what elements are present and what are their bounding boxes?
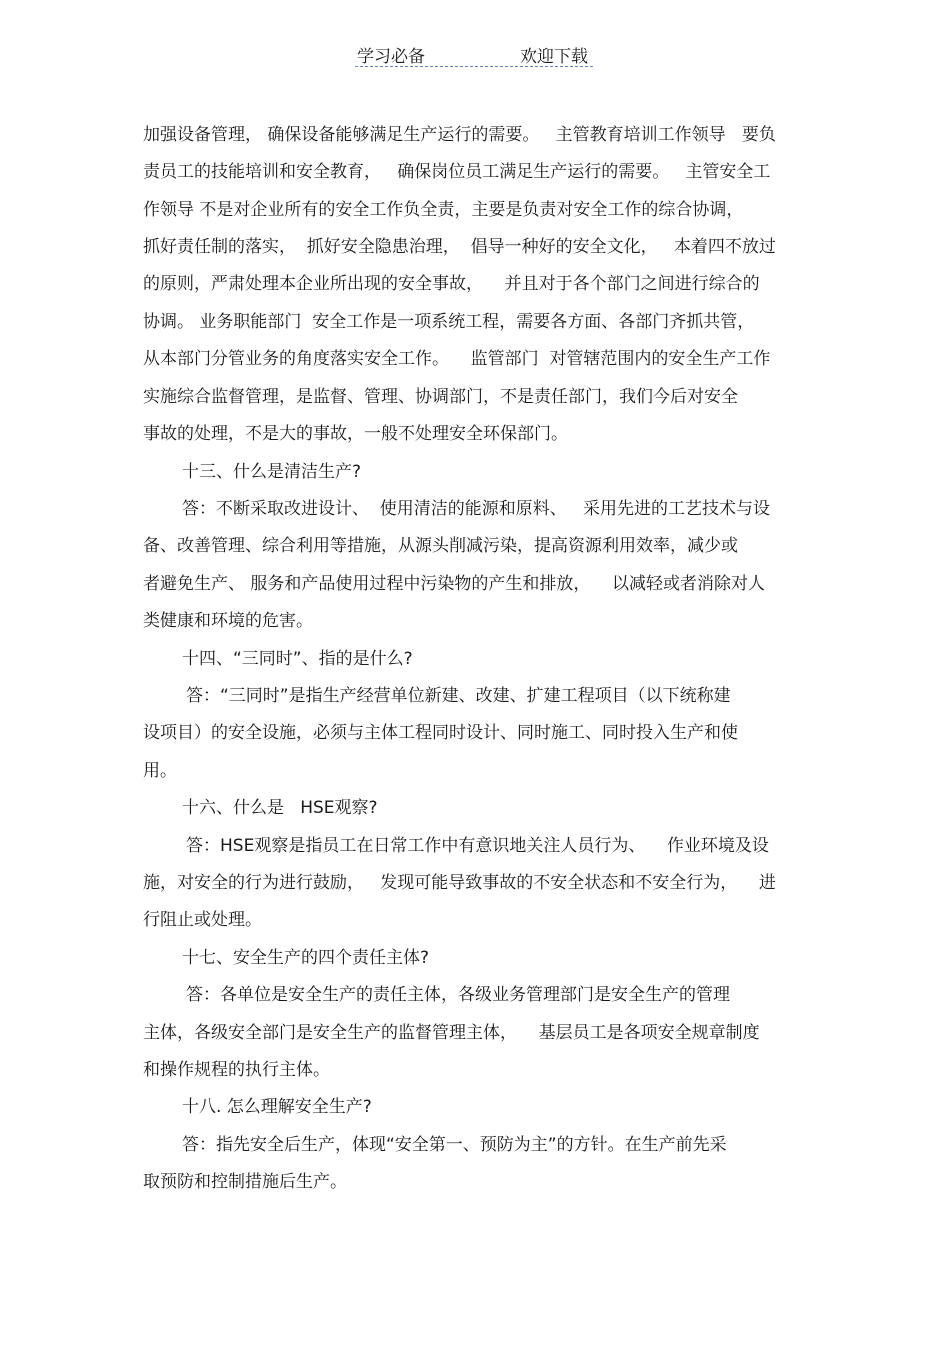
header-left-text: 学习必备: [357, 47, 425, 67]
text-line: 作领导 不是对企业所有的安全工作负全责，主要是负责对安全工作的综合协调，: [143, 200, 744, 220]
question-heading: 十四、“三同时”、指的是什么?: [182, 649, 413, 669]
text-line: 主体，各级安全部门是安全生产的监督管理主体， 基层员工是各项安全规章制度: [143, 1023, 760, 1043]
question-heading: 十三、什么是清洁生产?: [182, 462, 362, 482]
text-line: 加强设备管理， 确保设备能够满足生产运行的需要。 主管教育培训工作领导 要负: [143, 125, 776, 145]
text-line: 行阻止或处理。: [143, 910, 262, 930]
answer-line: 答：“三同时”是指生产经营单位新建、改建、扩建工程项目（以下统称建: [186, 686, 731, 706]
text-line: 抓好责任制的落实， 抓好安全隐患治理， 倡导一种好的安全文化， 本着四不放过: [143, 237, 776, 257]
text-line: 事故的处理，不是大的事故，一般不处理安全环保部门。: [143, 424, 568, 444]
text-line: 设项目）的安全设施，必须与主体工程同时设计、同时施工、同时投入生产和使: [143, 723, 738, 743]
question-heading: 十六、什么是 HSE观察?: [182, 798, 378, 818]
text-line: 备、改善管理、综合利用等措施，从源头削减污染，提高资源利用效率，减少或: [143, 536, 738, 556]
text-line: 实施综合监督管理，是监督、管理、协调部门，不是责任部门，我们今后对安全: [143, 387, 738, 407]
answer-line: 答：HSE观察是指员工在日常工作中有意识地关注人员行为、 作业环境及设: [186, 836, 769, 856]
text-line: 取预防和控制措施后生产。: [143, 1172, 347, 1192]
text-line: 施，对安全的行为进行鼓励， 发现可能导致事故的不安全状态和不安全行为， 进: [143, 873, 776, 893]
text-line: 和操作规程的执行主体。: [143, 1060, 330, 1080]
answer-line: 答：不断采取改进设计、 使用清洁的能源和原料、 采用先进的工艺技术与设: [182, 499, 771, 519]
header-right-text: 欢迎下载: [520, 47, 588, 67]
answer-line: 答：各单位是安全生产的责任主体，各级业务管理部门是安全生产的管理: [186, 985, 730, 1005]
text-line: 从本部门分管业务的角度落实安全工作。 监管部门 对管辖范围内的安全生产工作: [143, 349, 771, 369]
text-line: 类健康和环境的危害。: [143, 611, 313, 631]
text-line: 责员工的技能培训和安全教育， 确保岗位员工满足生产运行的需要。 主管安全工: [143, 162, 771, 182]
text-line: 协调。 业务职能部门 安全工作是一项系统工程，需要各方面、各部门齐抓共管，: [143, 312, 755, 332]
page-header: [355, 42, 593, 67]
text-line: 用。: [143, 761, 177, 781]
question-heading: 十八. 怎么理解安全生产?: [182, 1097, 372, 1117]
question-heading: 十七、安全生产的四个责任主体?: [182, 948, 430, 968]
text-line: 者避免生产、 服务和产品使用过程中污染物的产生和排放， 以减轻或者消除对人: [143, 574, 766, 594]
text-line: 的原则，严肃处理本企业所出现的安全事故， 并且对于各个部门之间进行综合的: [143, 274, 760, 294]
answer-line: 答：指先安全后生产，体现“安全第一、预防为主”的方针。在生产前先采: [182, 1135, 727, 1155]
